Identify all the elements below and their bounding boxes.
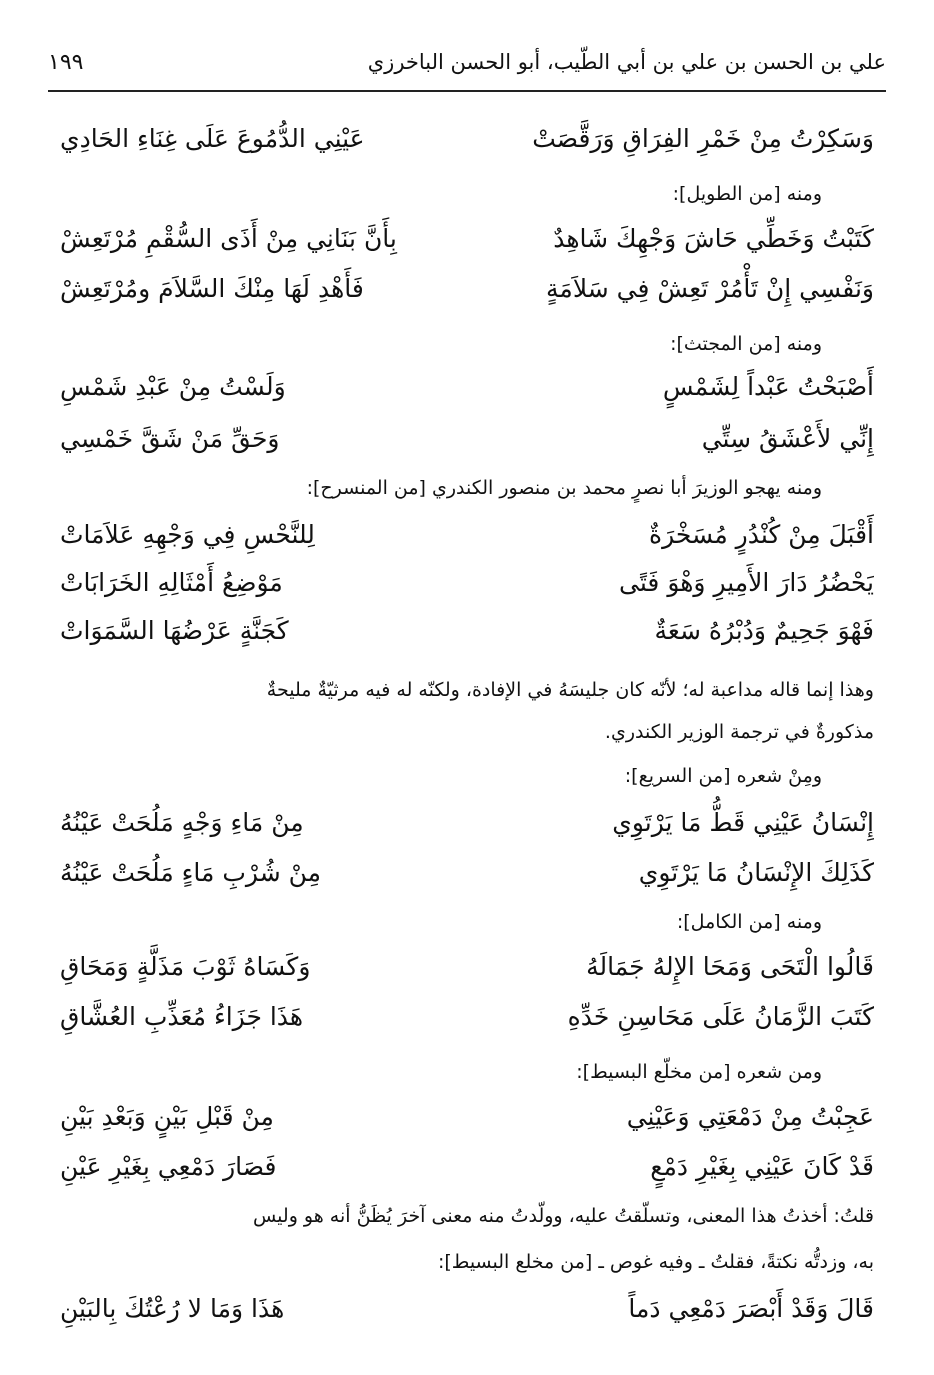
verse-second-hemistich: مَوْضِعُ أَمْثَالِهِ الخَرَابَاتْ: [60, 568, 283, 597]
prose-line: به، وزدتُّه نكتةً، فقلتُ ـ وفيه غوص ـ [من مخلع البسيط]:: [437, 1251, 874, 1273]
verse-first-hemistich: إِنِّي لأَعْشَقُ سِتِّي: [701, 424, 874, 453]
verse-line: [60, 212, 874, 266]
verse-second-hemistich: مِنْ شُرْبِ مَاءٍ مَلُحَتْ عَيْنُهُ: [60, 858, 322, 887]
poem-intro: ومنه [من الكامل]:: [676, 911, 822, 933]
verse-second-hemistich: فَصَارَ دَمْعِي بِغَيْرِ عَيْنِ: [60, 1152, 277, 1181]
poem-intro: ومِنْ شعره [من السريع]:: [624, 765, 822, 787]
verse-first-hemistich: كَتَبَ الزَّمَانُ عَلَى مَحَاسِنِ خَدِّهِ: [567, 1002, 874, 1031]
page-number: ١٩٩: [48, 50, 84, 75]
verse-line: [60, 112, 874, 166]
verse-line: [60, 556, 874, 610]
verse-second-hemistich: وَلَسْتُ مِنْ عَبْدِ شَمْسِ: [60, 372, 286, 401]
verse-line: [60, 412, 874, 466]
verse-line: [60, 508, 874, 562]
verse-line: [60, 1140, 874, 1194]
verse-first-hemistich: عَجِبْتُ مِنْ دَمْعَتِي وَعَيْنِي: [626, 1102, 874, 1131]
verse-first-hemistich: أَقْبَلَ مِنْ كُنْدُرٍ مُسَخْرَةٌ: [649, 520, 874, 549]
prose-line: قلتُ: أخذتُ هذا المعنى، وتسلّقتُ عليه، وولّدتُ منه معنى آخرَ يُظَنُّ أنه هو وليس: [252, 1205, 874, 1227]
verse-line: [60, 262, 874, 316]
verse-second-hemistich: هَذَا وَمَا لا رُعْتُكَ بِالبَيْنِ: [60, 1294, 285, 1323]
verse-line: [60, 846, 874, 900]
verse-second-hemistich: وَحَقِّ مَنْ شَقَّ خَمْسِي: [60, 424, 280, 453]
verse-second-hemistich: وَكَسَاهُ ثَوْبَ مَذَلَّةٍ وَمَحَاقِ: [60, 952, 311, 981]
verse-second-hemistich: كَجَنَّةٍ عَرْضُهَا السَّمَوَاتْ: [60, 616, 289, 645]
verse-first-hemistich: قَدْ كَانَ عَيْنِي بِغَيْرِ دَمْعٍ: [650, 1152, 874, 1181]
verse-first-hemistich: قَالَ وَقَدْ أَبْصَرَ دَمْعِي دَماً: [628, 1294, 874, 1323]
poem-intro: ومنه [من المجتث]:: [670, 333, 822, 355]
verse-line: [60, 604, 874, 658]
poem-intro: ومنه [من الطويل]:: [672, 183, 822, 205]
verse-first-hemistich: إِنْسَانُ عَيْنِي قَطُّ مَا يَرْتَوِي: [612, 808, 874, 837]
verse-second-hemistich: عَيْنِي الدُّمُوعَ عَلَى غِنَاءِ الحَادِي: [60, 124, 365, 153]
verse-first-hemistich: قَالُوا الْتَحَى وَمَحَا الإِلهُ جَمَالَهُ: [586, 952, 874, 981]
verse-line: [60, 360, 874, 414]
verse-second-hemistich: بِأَنَّ بَنَانِي مِنْ أَذَى السُّقْمِ مُرْتَعِشْ: [60, 224, 397, 253]
prose-line: مذكورةٌ في ترجمة الوزير الكندري.: [604, 721, 874, 743]
verse-line: [60, 990, 874, 1044]
poem-intro: ومن شعره [من مخلّع البسيط]:: [576, 1061, 822, 1083]
verse-first-hemistich: أَصْبَحْتُ عَبْداً لِشَمْسٍ: [662, 372, 874, 401]
poem-intro: ومنه يهجو الوزيرَ أبا نصرٍ محمد بن منصور الكندري [من المنسرح]:: [306, 477, 822, 499]
verse-second-hemistich: هَذَا جَزَاءُ مُعَذِّبِ العُشَّاقِ: [60, 1002, 304, 1031]
verse-line: [60, 796, 874, 850]
verse-first-hemistich: كَتَبْتُ وَخَطِّي حَاشَ وَجْهِكَ شَاهِدٌ: [553, 224, 874, 253]
verse-second-hemistich: فَأَهْدِ لَهَا مِنْكَ السَّلاَمَ ومُرْتَعِشْ: [60, 274, 364, 303]
verse-line: [60, 1090, 874, 1144]
verse-line: [60, 940, 874, 994]
verse-first-hemistich: فَهْوَ جَحِيمٌ وَدُبْرُهُ سَعَةٌ: [654, 616, 874, 645]
verse-line: [60, 1282, 874, 1336]
prose-line: وهذا إنما قاله مداعبة له؛ لأنّه كان جليسَهُ في الإفادة، ولكنّه له فيه مرثيّةٌ مليحةٌ: [266, 679, 874, 701]
running-header-title: علي بن الحسن بن علي بن أبي الطّيب، أبو الحسن الباخرزي: [367, 50, 886, 74]
verse-first-hemistich: يَحْضُرُ دَارَ الأَمِيرِ وَهْوَ فَتًى: [619, 568, 874, 597]
verse-second-hemistich: لِلنَّحْسِ فِي وَجْهِهِ عَلاَمَاتْ: [60, 520, 315, 549]
verse-first-hemistich: وَنَفْسِي إِنْ تَأْمُرْ تَعِشْ فِي سَلاَمَةٍ: [546, 274, 874, 303]
verse-first-hemistich: كَذَلِكَ الإِنْسَانُ مَا يَرْتَوِي: [638, 858, 874, 887]
verse-second-hemistich: مِنْ قَبْلِ بَيْنٍ وَبَعْدِ بَيْنِ: [60, 1102, 274, 1131]
verse-second-hemistich: مِنْ مَاءِ وَجْهٍ مَلُحَتْ عَيْنُهُ: [60, 808, 304, 837]
verse-first-hemistich: وَسَكِرْتُ مِنْ خَمْرِ الفِرَاقِ وَرَقَّصَتْ: [532, 124, 874, 153]
